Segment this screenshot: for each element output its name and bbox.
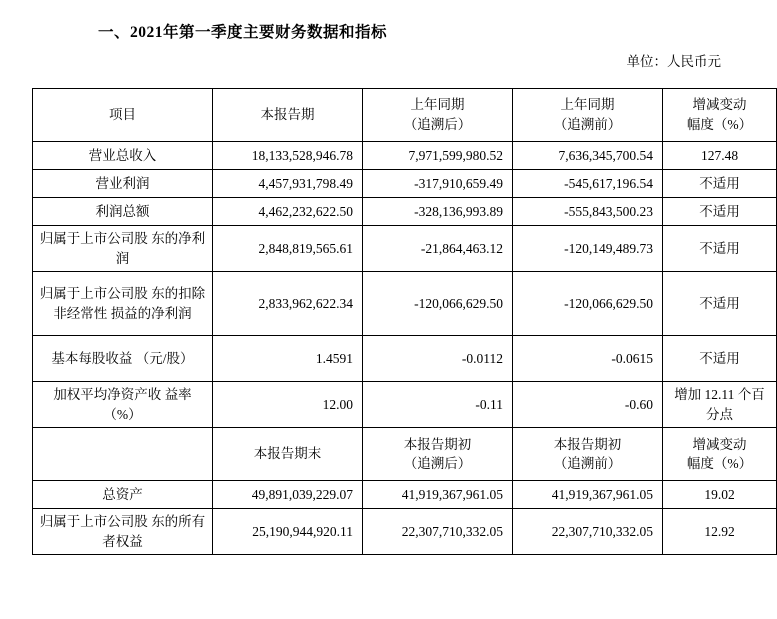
- row-label-line-1: 加权平均净资产收: [53, 387, 162, 403]
- header-line-1: 上年同期: [410, 97, 465, 113]
- header-line-2: （追溯后）: [403, 117, 472, 132]
- unit-note: 单位：人民币元: [626, 54, 721, 69]
- row-current: 1.4591: [213, 336, 363, 382]
- table-row: [33, 382, 777, 428]
- row-current: 25,190,944,920.11: [213, 509, 363, 555]
- row-prior-restated: 7,971,599,980.52: [363, 142, 513, 170]
- row-label-line-1: 基本每股收益: [51, 350, 133, 366]
- header-cell-prior-original: [513, 89, 663, 142]
- row-prior-restated: 41,919,367,961.05: [363, 481, 513, 509]
- row-change: 不适用: [663, 198, 777, 226]
- row-prior-original: -555,843,500.23: [513, 198, 663, 226]
- row-label-line-1: 归属于上市公司股: [39, 286, 148, 302]
- header-line-1: 上年同期: [560, 97, 615, 113]
- row-current: 12.00: [213, 382, 363, 428]
- header-cell-item-empty: [33, 428, 213, 481]
- row-change: 12.92: [663, 509, 777, 555]
- row-prior-restated: -317,910,659.49: [363, 170, 513, 198]
- row-label: 营业总收入: [33, 142, 213, 170]
- row-current: 4,457,931,798.49: [213, 170, 363, 198]
- row-change: 不适用: [663, 336, 777, 382]
- table-row: [33, 198, 777, 226]
- table-row: [33, 142, 777, 170]
- row-prior-restated: 22,307,710,332.05: [363, 509, 513, 555]
- row-prior-original: -120,066,629.50: [513, 272, 663, 336]
- table-row: [33, 226, 777, 272]
- header-line-1: 本报告期初: [403, 436, 472, 452]
- header-line-2: （追溯前）: [553, 456, 622, 472]
- row-label: [33, 272, 213, 336]
- header-cell-current-period: 本报告期: [213, 89, 363, 142]
- header-cell-change-rate-2: [663, 428, 777, 481]
- header-line-2: （追溯后）: [403, 456, 472, 472]
- header-line-2: （追溯前）: [553, 117, 622, 132]
- row-change-line-2: 个百分点: [706, 387, 765, 422]
- row-change: 不适用: [663, 226, 777, 272]
- header-cell-change-rate: [663, 89, 777, 142]
- table-row: [33, 272, 777, 336]
- financial-data-table: [32, 88, 777, 555]
- row-current: 49,891,039,229.07: [213, 481, 363, 509]
- table-row: [33, 336, 777, 382]
- row-prior-original: -545,617,196.54: [513, 170, 663, 198]
- header-cell-item: 项目: [33, 89, 213, 142]
- header-line-2: 幅度（%）: [686, 456, 753, 472]
- row-prior-original: -120,149,489.73: [513, 226, 663, 272]
- row-change: 127.48: [663, 142, 777, 170]
- row-current: 2,833,962,622.34: [213, 272, 363, 336]
- header-line-2: 幅度（%）: [686, 117, 753, 132]
- row-prior-original: 22,307,710,332.05: [513, 509, 663, 555]
- row-label: 总资产: [33, 481, 213, 509]
- header-line-1: 增减变动: [692, 97, 747, 113]
- row-current: 2,848,819,565.61: [213, 226, 363, 272]
- row-prior-restated: -0.11: [363, 382, 513, 428]
- row-prior-original: 7,636,345,700.54: [513, 142, 663, 170]
- header-cell-period-begin-original: [513, 428, 663, 481]
- header-cell-period-end: 本报告期末: [213, 428, 363, 481]
- row-current: 4,462,232,622.50: [213, 198, 363, 226]
- row-label-line-3: 损益的净利润: [110, 305, 192, 321]
- header-cell-period-begin-restated: [363, 428, 513, 481]
- row-label-line-2: （元/股）: [135, 350, 194, 366]
- row-label-line-2: 益率（%）: [103, 387, 192, 422]
- row-prior-restated: -21,864,463.12: [363, 226, 513, 272]
- header-line-1: 增减变动: [692, 436, 747, 452]
- row-label: [33, 336, 213, 382]
- row-prior-original: -0.0615: [513, 336, 663, 382]
- row-change-line-1: 增加 12.11: [674, 387, 735, 403]
- row-change: 不适用: [663, 272, 777, 336]
- header-line-1: 本报告期初: [553, 436, 622, 452]
- row-label: [33, 382, 213, 428]
- row-current: 18,133,528,946.78: [213, 142, 363, 170]
- row-change: [663, 382, 777, 428]
- row-label-line-2: 东的净利润: [115, 231, 206, 266]
- row-label: 利润总额: [33, 198, 213, 226]
- row-label-line-2: 东的所有者权益: [102, 514, 206, 549]
- table-row: [33, 170, 777, 198]
- table-header-row-2: [33, 428, 777, 481]
- row-label-line-2: 东的扣除非经常性: [53, 286, 206, 321]
- row-label: 营业利润: [33, 170, 213, 198]
- row-prior-original: 41,919,367,961.05: [513, 481, 663, 509]
- table-row: [33, 481, 777, 509]
- row-label: [33, 509, 213, 555]
- row-change: 不适用: [663, 170, 777, 198]
- row-label-line-1: 归属于上市公司股: [39, 514, 148, 530]
- row-prior-restated: -0.0112: [363, 336, 513, 382]
- page-title: 一、2021年第一季度主要财务数据和指标: [98, 24, 388, 41]
- header-cell-prior-restated: [363, 89, 513, 142]
- table-header-row-1: [33, 89, 777, 142]
- row-change: 19.02: [663, 481, 777, 509]
- row-label-line-1: 归属于上市公司股: [39, 231, 148, 246]
- row-label: [33, 226, 213, 272]
- row-prior-restated: -328,136,993.89: [363, 198, 513, 226]
- row-prior-original: -0.60: [513, 382, 663, 428]
- table-row: [33, 509, 777, 555]
- row-prior-restated: -120,066,629.50: [363, 272, 513, 336]
